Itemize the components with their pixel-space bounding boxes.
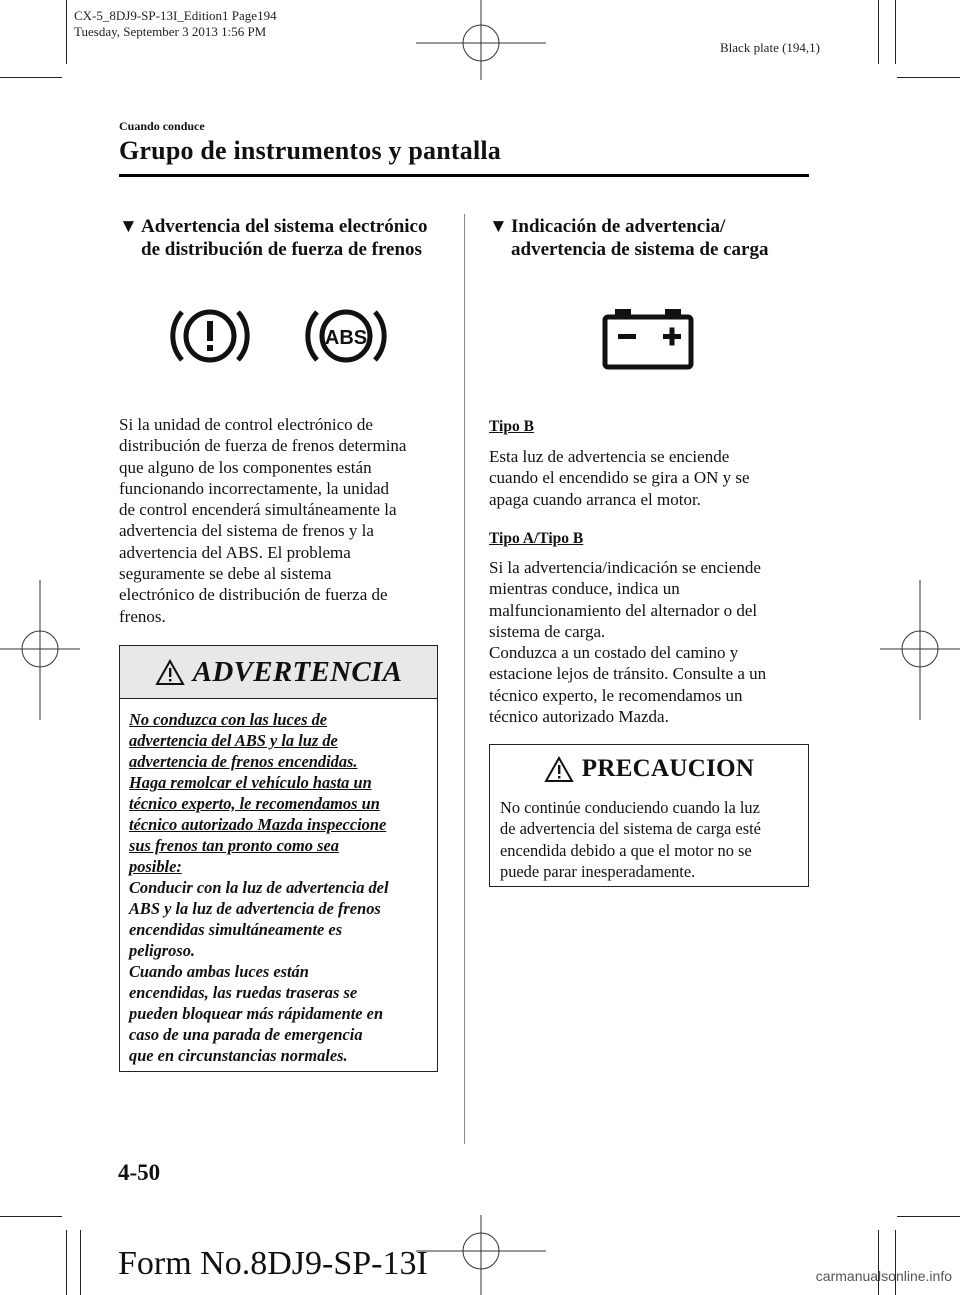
registration-mark-left (0, 580, 80, 720)
warning-body (120, 699, 437, 1066)
file-info-line2: Tuesday, September 3 2013 1:56 PM (74, 24, 267, 39)
triangle-down-icon: ▼ (119, 216, 138, 237)
heading-line: Advertencia del sistema electrónico (141, 216, 428, 237)
text-line: advertencia del sistema de frenos y la (119, 521, 374, 541)
text-line: seguramente se debe al sistema (119, 564, 332, 584)
warning-line: técnico experto, le recomendamos un (129, 794, 380, 813)
text-line: Esta luz de advertencia se enciende (489, 447, 730, 466)
warning-triangle-icon (155, 659, 185, 686)
warning-line: ABS y la luz de advertencia de frenos (129, 899, 381, 918)
text-line: cuando el encendido se gira a ON y se (489, 468, 750, 488)
registration-mark-right (880, 580, 960, 720)
caution-header (490, 747, 808, 791)
file-info-line1: CX-5_8DJ9-SP-13I_Edition1 Page194 (74, 8, 277, 23)
text-line: electrónico de distribución de fuerza de (119, 585, 388, 605)
caution-line: puede parar inesperadamente. (500, 861, 696, 881)
warning-line: Haga remolcar el vehículo hasta un (129, 773, 372, 792)
caution-body (490, 791, 808, 882)
page-number: 4-50 (118, 1160, 161, 1185)
warning-line: Cuando ambas luces están (129, 962, 309, 981)
text-line: distribución de fuerza de frenos determina (119, 436, 407, 456)
charging-section-heading (489, 215, 819, 261)
text-line: técnico experto, le recomendamos un (489, 685, 743, 705)
warning-line: Conducir con la luz de advertencia del (129, 878, 389, 897)
registration-mark-top (416, 0, 546, 80)
warning-line: posible: (129, 857, 182, 876)
warning-box (119, 645, 438, 1072)
caution-line: de advertencia del sistema de carga esté (500, 819, 761, 839)
warning-line: No conduzca con las luces de (129, 710, 328, 729)
form-number: Form No.8DJ9-SP-13I (118, 1245, 428, 1282)
text-line: técnico autorizado Mazda. (489, 707, 669, 727)
warning-line: encendidas simultáneamente es (129, 920, 343, 939)
warning-line: advertencia del ABS y la luz de (129, 731, 338, 750)
text-line: sistema de carga. (489, 621, 606, 641)
registration-mark-bottom (416, 1215, 546, 1295)
heading-line: advertencia de sistema de carga (511, 239, 769, 260)
text-line: advertencia del ABS. El problema (119, 542, 351, 562)
page-title: Grupo de instrumentos y pantalla (119, 136, 502, 165)
caution-line: No continúe conduciendo cuando la luz (500, 798, 760, 817)
tipo-ab-heading: Tipo A/Tipo B (489, 530, 584, 547)
warning-triangle-icon (544, 756, 574, 783)
warning-line: sus frenos tan pronto como sea (129, 836, 339, 855)
caution-box (489, 744, 809, 887)
text-line: frenos. (119, 606, 166, 626)
watermark: carmanualsonline.info (815, 1268, 952, 1284)
section-label: Cuando conduce (119, 119, 205, 133)
abs-warning-icon (303, 304, 389, 368)
text-line: Si la advertencia/indicación se enciende (489, 558, 761, 577)
warning-title: ADVERTENCIA (192, 655, 403, 688)
title-rule (119, 174, 809, 177)
heading-line: Indicación de advertencia/ (511, 216, 726, 237)
text-line: Conduzca a un costado del camino y (489, 643, 739, 663)
tipo-b-paragraph (489, 446, 819, 510)
battery-icon (602, 306, 694, 370)
text-line: mientras conduce, indica un (489, 579, 680, 599)
warning-line: pueden bloquear más rápidamente en (129, 1004, 384, 1023)
warning-line: peligroso. (129, 941, 196, 960)
brake-warning-icon (170, 304, 250, 368)
text-line: que alguno de los componentes están (119, 457, 372, 477)
brake-section-heading (119, 215, 464, 261)
text-line: estacione lejos de tránsito. Consulte a un (489, 664, 767, 684)
heading-line: de distribución de fuerza de frenos (141, 239, 422, 260)
warning-line: caso de una parada de emergencia (129, 1025, 363, 1044)
warning-line: que en circunstancias normales. (129, 1046, 348, 1065)
tipo-b-heading: Tipo B (489, 418, 534, 435)
plate-info: Black plate (194,1) (720, 40, 820, 55)
text-line: apaga cuando arranca el motor. (489, 489, 701, 509)
column-separator (464, 214, 465, 1144)
warning-line: encendidas, las ruedas traseras se (129, 983, 358, 1002)
warning-line: técnico autorizado Mazda inspeccione (129, 815, 387, 834)
abs-label: ABS (324, 327, 368, 349)
text-line: de control encenderá simultáneamente la (119, 500, 397, 520)
tipo-ab-paragraph (489, 557, 819, 727)
text-line: funcionando incorrectamente, la unidad (119, 478, 389, 498)
text-line: malfuncionamiento del alternador o del (489, 600, 758, 620)
file-info (74, 8, 277, 40)
triangle-down-icon: ▼ (489, 216, 508, 237)
brake-paragraph (119, 414, 459, 627)
warning-line: advertencia de frenos encendidas. (129, 752, 358, 771)
text-line: Si la unidad de control electrónico de (119, 415, 373, 434)
warning-header (120, 646, 437, 699)
caution-title: PRECAUCION (581, 755, 755, 782)
caution-line: encendida debido a que el motor no se (500, 840, 752, 860)
